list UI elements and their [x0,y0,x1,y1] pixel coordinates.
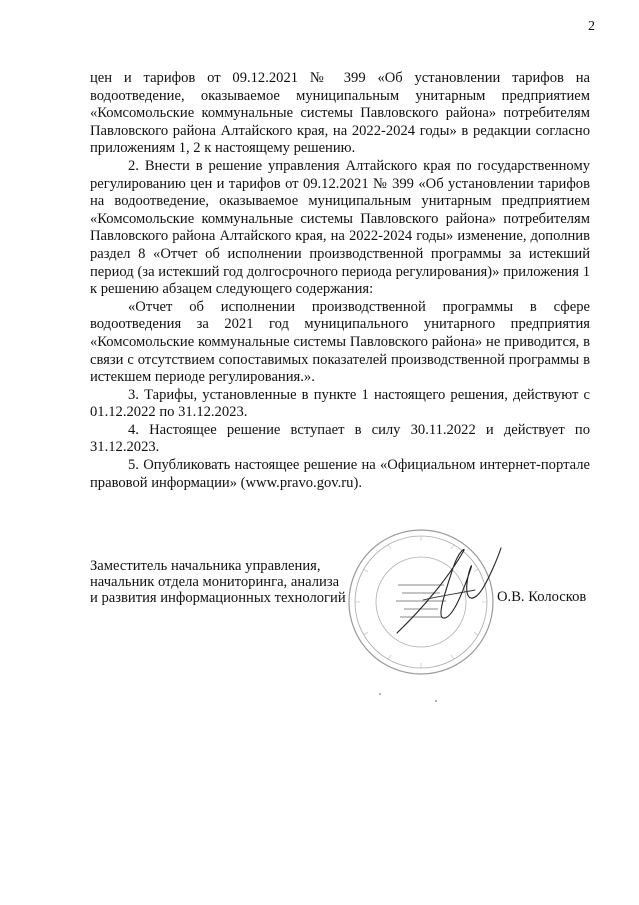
paragraph-item-5: 5. Опубликовать настоящее решение на «Официальном интернет-портале правовой информации» (www.pravo.gov.ru). [90,457,590,491]
paragraph-item-3: 3. Тарифы, установленные в пункте 1 настоящего решения, действуют с 01.12.2022 по 31.12.2023. [90,386,590,421]
paragraph-item-4: 4. Настоящее решение вступает в силу 30.11.2022 и действует по 31.12.2023. [90,421,590,456]
position-line: и развития информационных технологий [90,590,346,606]
paragraph-item-2: 2. Внести в решение управления Алтайского края по государственному регулированию цен и тарифов от 09.12.2021 № 399 «Об установлении тарифов на водоотведение, оказываемое муниципальным унитарным предприятием «Комсомольские коммунальные системы Павловского района» потребителям Павловского района Алтайского края, на 2022-2024 годы» изменение, дополнив раздел 8 «Отчет об исполнении производственной программы за истекший период (за истекший год долгосрочного периода регулирования)» приложения 1 к решению абзацем следующего содержания: [90,157,590,298]
paragraph-quote: «Отчет об исполнении производственной программы в сфере водоотведения за 2021 год муниципального унитарного предприятия «Комсомольские коммунальные системы Павловского района» не приводится, в связи с отсутствием сопоставимых показателей производственной программы в истекшем периоде регулирования.». [90,298,590,386]
scan-speck [379,693,381,695]
document-body [90,70,590,492]
handwritten-signature [393,538,503,648]
position-line: начальник отдела мониторинга, анализа [90,574,340,590]
scan-speck [435,700,437,702]
paragraph-continuation: цен и тарифов от 09.12.2021 № 399 «Об установлении тарифов на водоотведение, оказываемое муниципальным унитарным предприятием «Комсомольские коммунальные системы Павловского района» потребителям Павловского района Алтайского края, на 2022-2024 годы» в редакции согласно приложениям 1, 2 к настоящему решению. [90,70,590,157]
position-line: Заместитель начальника управления, [90,558,321,574]
page-number: 2 [588,19,595,34]
signatory-position [90,558,346,606]
signer-name: О.В. Колосков [497,589,587,605]
